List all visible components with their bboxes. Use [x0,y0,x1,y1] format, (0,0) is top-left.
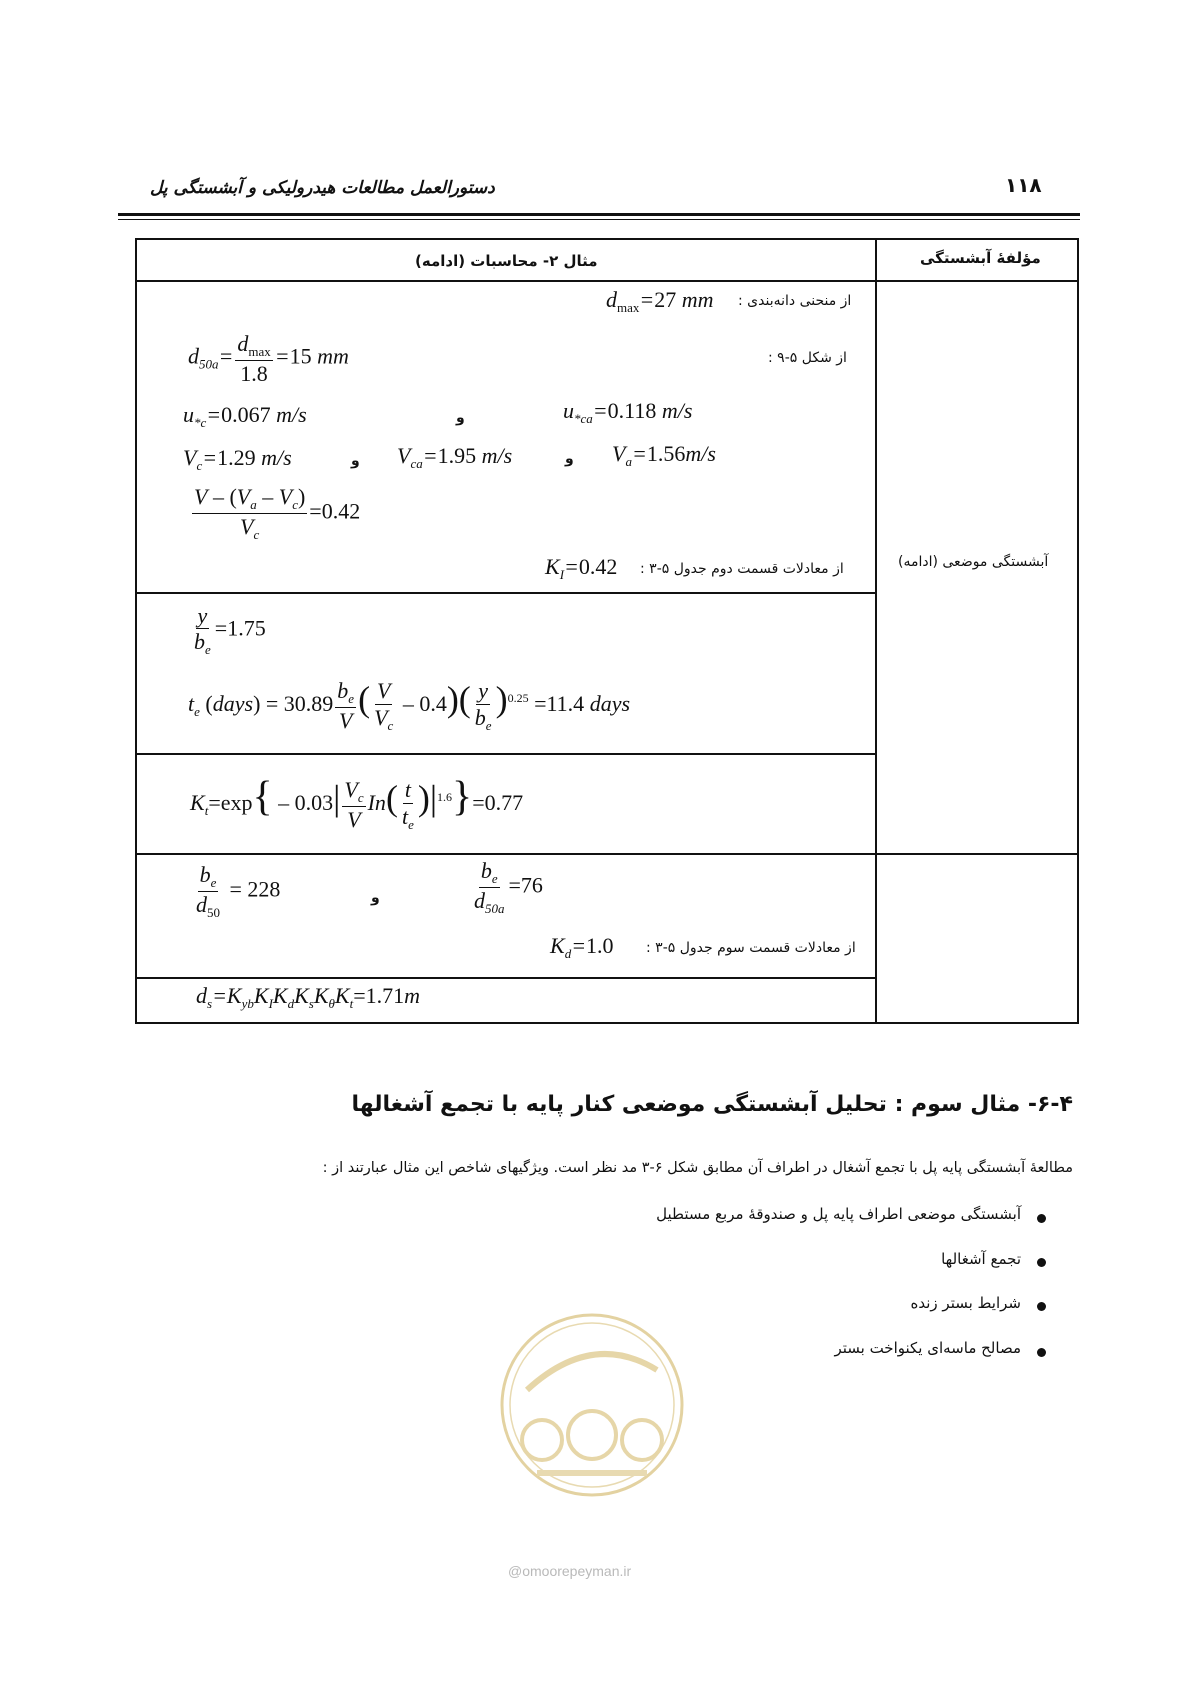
list-item: مصالح ماسه‌ای یکنواخت بستر [834,1339,1021,1357]
conj-and-1: و [456,410,465,426]
conj-and-3: و [565,451,574,467]
col-header-component: مؤلفهٔ آبشستگی [920,249,1041,267]
watermark-url: @omoorepeyman.ir [508,1563,632,1579]
table-column-divider [875,238,877,1024]
page-number: ۱۱۸ [1005,173,1042,197]
eq-K-d: $K_d=1.0$ [550,933,614,961]
running-title: دستورالعمل مطالعات هیدرولیکی و آبشستگی پل [150,178,495,198]
eq-K-t: $K_t=\exp\{ - 0.03|$ $\frac{V_c}{V}$ In( $\frac{t}{t_e}$ )$|^{1.6}\}=0.77$ [190,774,524,833]
eq-V-c: $V_c=1.29$ m/s [183,445,292,473]
bullet-dot-2 [1037,1258,1046,1267]
header-rule-thick [118,213,1080,216]
eq-y-over-be: $\frac{y}{b_e}$ =1.75 [194,603,266,658]
label-figure-5-9: از شکل ۵-۹ : [768,350,847,366]
list-item: آبشستگی موضعی اطراف پایه پل و صندوقهٔ مربع مستطیل [656,1205,1021,1223]
conj-and-4: و [371,890,380,906]
table-row-rule-1 [135,592,875,594]
table-row-rule-2 [135,753,875,755]
eq-u-ca: $u_{*ca}=0.118$ m/s [563,398,693,426]
list-item: شرایط بستر زنده [910,1294,1021,1312]
label-gradation-curve: از منحنی دانه‌بندی : [738,293,852,309]
eq-scour-depth: $d_s=K_{yb}K_IK_dK_sK_\theta K_t=1.71m$ [196,983,421,1011]
eq-be-over-d50: $\frac{b_e}{d_{50}}$ = 228 [196,862,281,920]
eq-velocity-ratio: $\frac{V - (V_a - V_c)}{V_c}$ =0.42 [194,484,361,542]
eq-d50a: $d_{50a}=$ $\frac{d_{max}}{1.8}$ =15 mm [188,331,349,386]
eq-time-equilibrium: $t_e$ (days) = 30.89 $\frac{b_e}{V}$ ( $\frac{V}{V_c}$ – 0.4)( $\frac{y}{b_e}$ )$^{0.25}$ =11.4 days [188,678,631,734]
table-header-rule [135,280,1079,282]
bullet-dot-3 [1037,1302,1046,1311]
bullet-dot-4 [1037,1348,1046,1357]
bullet-dot-1 [1037,1214,1046,1223]
watermark-seal-logo [497,1310,687,1560]
eq-K-I: $K_I=0.42$ [545,554,618,582]
eq-be-over-d50a: $\frac{b_e}{d_{50a}}$ =76 [474,858,543,916]
section-paragraph: مطالعهٔ آبشستگی پایه پل با تجمع آشغال در اطراف آن مطابق شکل ۶-۳ مد نظر است. ویژگیهای شاخص این مثال عبارتند از : [322,1160,1073,1176]
table-row-rule-4 [135,977,875,979]
eq-V-ca: $V_{ca}=1.95$ m/s [397,443,513,471]
label-eq-part3: از معادلات قسمت سوم جدول ۵-۳ : [646,940,856,956]
header-rule-thin [118,219,1080,220]
section-heading: ۶-۴- مثال سوم : تحلیل آبشستگی موضعی کنار پایه با تجمع آشغالها [351,1092,1073,1117]
label-eq-part2: از معادلات قسمت دوم جدول ۵-۳ : [640,561,844,577]
col-header-calculations: مثال ۲- محاسبات (ادامه) [415,252,598,270]
eq-u-c: $u_{*c}=0.067$ m/s [183,402,307,430]
eq-V-a: $V_a=1.56m/s$ [612,441,716,469]
component-label: آبشستگی موضعی (ادامه) [898,554,1049,570]
conj-and-2: و [351,453,360,469]
list-item: تجمع آشغالها [941,1250,1021,1268]
eq-dmax: $d_{max}=27$ mm [606,287,714,315]
table-row-rule-3 [135,853,1079,855]
